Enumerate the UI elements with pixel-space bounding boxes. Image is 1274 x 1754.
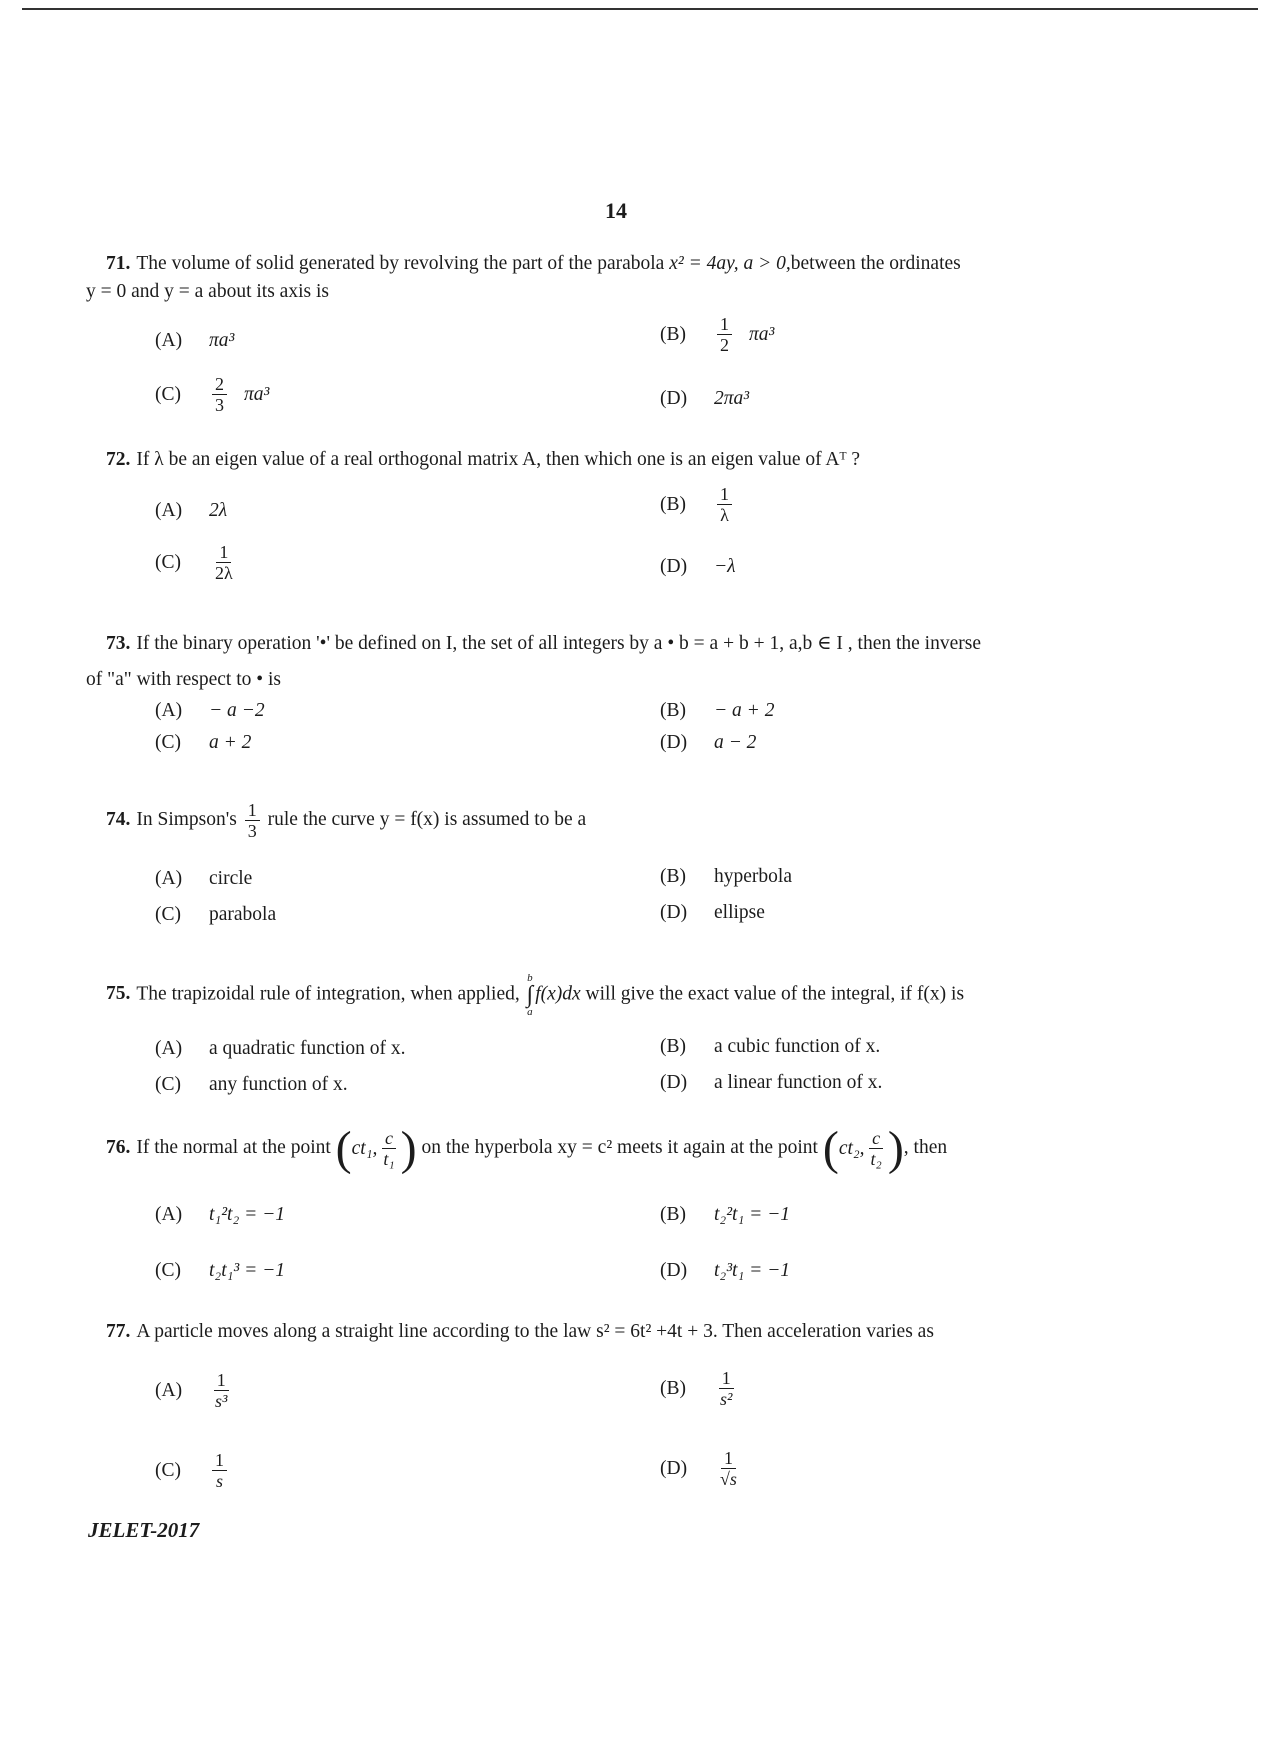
fraction-denominator: t₁	[383, 1149, 395, 1169]
option-74-b	[660, 866, 792, 888]
option-77-c	[155, 1450, 230, 1491]
left-paren: (	[335, 1121, 352, 1175]
question-number: 76.	[106, 1136, 131, 1158]
fraction-denominator: s³	[215, 1391, 228, 1411]
fraction-numerator: 2	[212, 374, 227, 395]
option-77-b	[660, 1368, 738, 1409]
option-76-b	[660, 1204, 790, 1226]
option-text: 2λ	[209, 500, 228, 521]
option-76-d	[660, 1260, 790, 1282]
option-text: ellipse	[714, 902, 765, 923]
option-label: (B)	[660, 866, 686, 887]
option-label: (B)	[660, 323, 686, 345]
option-text: parabola	[209, 904, 277, 925]
question-76	[86, 1121, 1196, 1175]
page-number: 14	[605, 198, 627, 223]
question-73	[86, 630, 1156, 694]
option-text: − a −2	[209, 700, 265, 721]
footer-exam-code: JELET-2017	[88, 1518, 200, 1542]
option-73-c	[155, 732, 251, 754]
question-75	[86, 972, 1186, 1018]
question-number: 75.	[106, 983, 131, 1005]
option-text: t₂t₁³ = −1	[209, 1260, 286, 1281]
question-stem: If λ be an eigen value of a real orthogonal matrix A, then which one is an eigen value of Aᵀ ?	[136, 449, 861, 470]
option-label: (B)	[660, 1377, 686, 1399]
option-label: (A)	[155, 500, 183, 521]
fraction	[245, 800, 260, 841]
option-text: a − 2	[714, 732, 757, 753]
option-72-d	[660, 556, 736, 578]
question-stem: If the binary operation '•' be defined on I, the set of all integers by a • b = a + b + 1, a,b ∈ I , then the inverse	[136, 633, 981, 654]
option-label: (A)	[155, 700, 183, 721]
option-74-d	[660, 902, 765, 924]
question-stem-cont: will give the exact value of the integral, if f(x) is	[585, 983, 965, 1005]
question-number: 73.	[106, 633, 131, 654]
point-1	[335, 1121, 417, 1175]
fraction-numerator: 1	[717, 314, 732, 335]
option-74-a	[155, 868, 252, 890]
option-label: (C)	[155, 1459, 181, 1481]
option-label: (D)	[660, 902, 688, 923]
fraction-numerator: c	[869, 1128, 883, 1149]
option-71-b	[660, 314, 774, 355]
question-stem: A particle moves along a straight line according to the law s² = 6t² +4t + 3. Then acceleration varies as	[136, 1321, 934, 1342]
option-75-b	[660, 1036, 880, 1058]
option-75-a	[155, 1038, 406, 1060]
option-text: −λ	[714, 556, 736, 577]
fraction-denominator: 3	[247, 821, 257, 841]
option-label: (D)	[660, 1260, 688, 1281]
fraction-denominator: s²	[720, 1389, 733, 1409]
question-stem: The volume of solid generated by revolving the part of the parabola	[136, 253, 670, 274]
option-label: (D)	[660, 1072, 688, 1093]
fraction-numerator: 1	[216, 542, 231, 563]
option-75-c	[155, 1074, 348, 1096]
option-72-c	[155, 542, 239, 583]
option-label: (C)	[155, 904, 181, 925]
option-text: a quadratic function of x.	[209, 1038, 406, 1059]
option-text: hyperbola	[714, 866, 792, 887]
option-text: 2πa³	[714, 388, 750, 409]
option-71-a	[155, 330, 234, 352]
option-76-a	[155, 1204, 285, 1226]
option-label: (D)	[660, 732, 688, 753]
option-text: t₂²t₁ = −1	[714, 1204, 791, 1225]
option-74-c	[155, 904, 276, 926]
fraction-numerator: 1	[245, 800, 260, 821]
option-label: (C)	[155, 551, 181, 573]
question-number: 72.	[106, 449, 131, 470]
option-label: (A)	[155, 330, 183, 351]
option-73-b	[660, 700, 774, 722]
point-2-x: ct₂,	[838, 1137, 865, 1159]
fraction	[212, 542, 236, 583]
question-74	[86, 800, 1156, 841]
fraction-numerator: 1	[214, 1370, 229, 1391]
option-72-b	[660, 484, 735, 525]
option-text: t₁²t₂ = −1	[209, 1204, 286, 1225]
question-stem-cont: rule the curve y = f(x) is assumed to be a	[267, 808, 587, 830]
option-71-c	[155, 374, 269, 415]
fraction-numerator: 1	[719, 1368, 734, 1389]
point-1-x: ct₁,	[351, 1137, 378, 1159]
option-text: a linear function of x.	[714, 1072, 883, 1093]
fraction	[212, 1450, 227, 1491]
fraction	[380, 1128, 397, 1169]
option-77-a	[155, 1370, 233, 1411]
question-number: 77.	[106, 1321, 131, 1342]
option-text: πa³	[209, 330, 235, 351]
integrand: f(x)dx	[535, 983, 581, 1005]
option-text: a cubic function of x.	[714, 1036, 881, 1057]
left-paren: (	[822, 1121, 839, 1175]
question-77	[86, 1318, 1186, 1346]
question-71	[86, 250, 1156, 306]
option-label: (A)	[155, 868, 183, 889]
question-stem-line2: of "a" with respect to • is	[86, 669, 281, 690]
option-text: πa³	[749, 323, 775, 345]
fraction	[717, 1448, 740, 1489]
fraction-denominator: 2λ	[215, 563, 233, 583]
fraction-numerator: 1	[717, 484, 732, 505]
question-stem-cont: on the hyperbola xy = c² meets it again at the point	[421, 1136, 818, 1158]
fraction-denominator: λ	[720, 505, 729, 525]
fraction	[868, 1128, 885, 1169]
option-text: any function of x.	[209, 1074, 348, 1095]
option-71-d	[660, 388, 749, 410]
option-label: (A)	[155, 1038, 183, 1059]
question-equation: x² = 4ay, a > 0,	[669, 253, 791, 274]
option-75-d	[660, 1072, 882, 1094]
fraction-denominator: √s	[720, 1469, 737, 1489]
option-label: (C)	[155, 732, 181, 753]
integral-sign	[527, 972, 534, 1018]
option-77-d	[660, 1448, 743, 1489]
fraction-numerator: 1	[721, 1448, 736, 1469]
question-72	[86, 446, 1156, 474]
option-label: (B)	[660, 700, 686, 721]
top-rule	[22, 8, 1258, 10]
option-text: circle	[209, 868, 253, 889]
option-label: (C)	[155, 1260, 181, 1281]
question-number: 74.	[106, 808, 131, 830]
option-label: (C)	[155, 383, 181, 405]
option-76-c	[155, 1260, 285, 1282]
option-text: − a + 2	[714, 700, 775, 721]
option-label: (C)	[155, 1074, 181, 1095]
fraction-denominator: t₂	[870, 1149, 882, 1169]
fraction-numerator: c	[382, 1128, 396, 1149]
option-text: t₂³t₁ = −1	[714, 1260, 791, 1281]
fraction-denominator: 3	[215, 395, 224, 415]
option-72-a	[155, 500, 227, 522]
fraction	[717, 314, 732, 355]
option-label: (D)	[660, 1457, 688, 1479]
integral-symbol: ∫	[526, 982, 534, 1008]
integral-lower-limit: a	[527, 1006, 533, 1018]
question-stem: In Simpson's	[136, 808, 237, 830]
option-label: (B)	[660, 493, 686, 515]
fraction	[717, 1368, 735, 1409]
question-stem-cont: between the ordinates	[790, 253, 961, 274]
option-text: πa³	[244, 383, 270, 405]
option-label: (A)	[155, 1204, 183, 1225]
right-paren: )	[887, 1121, 904, 1175]
point-2	[822, 1121, 904, 1175]
option-73-d	[660, 732, 756, 754]
fraction	[212, 1370, 230, 1411]
option-label: (D)	[660, 556, 688, 577]
option-label: (B)	[660, 1204, 686, 1225]
option-label: (A)	[155, 1379, 183, 1401]
right-paren: )	[400, 1121, 417, 1175]
option-73-a	[155, 700, 265, 722]
option-label: (D)	[660, 388, 688, 409]
option-text: a + 2	[209, 732, 252, 753]
fraction-denominator: 2	[720, 335, 729, 355]
fraction-numerator: 1	[212, 1450, 227, 1471]
question-number: 71.	[106, 253, 131, 274]
option-label: (B)	[660, 1036, 686, 1057]
question-stem-end: , then	[903, 1136, 948, 1158]
fraction-denominator: s	[215, 1471, 223, 1491]
question-stem-line2: y = 0 and y = a about its axis is	[86, 281, 329, 302]
fraction	[212, 374, 227, 415]
fraction	[717, 484, 732, 525]
integral-upper-limit: b	[527, 972, 533, 984]
question-stem: The trapizoidal rule of integration, when applied,	[136, 983, 520, 1005]
question-stem: If the normal at the point	[136, 1136, 331, 1158]
